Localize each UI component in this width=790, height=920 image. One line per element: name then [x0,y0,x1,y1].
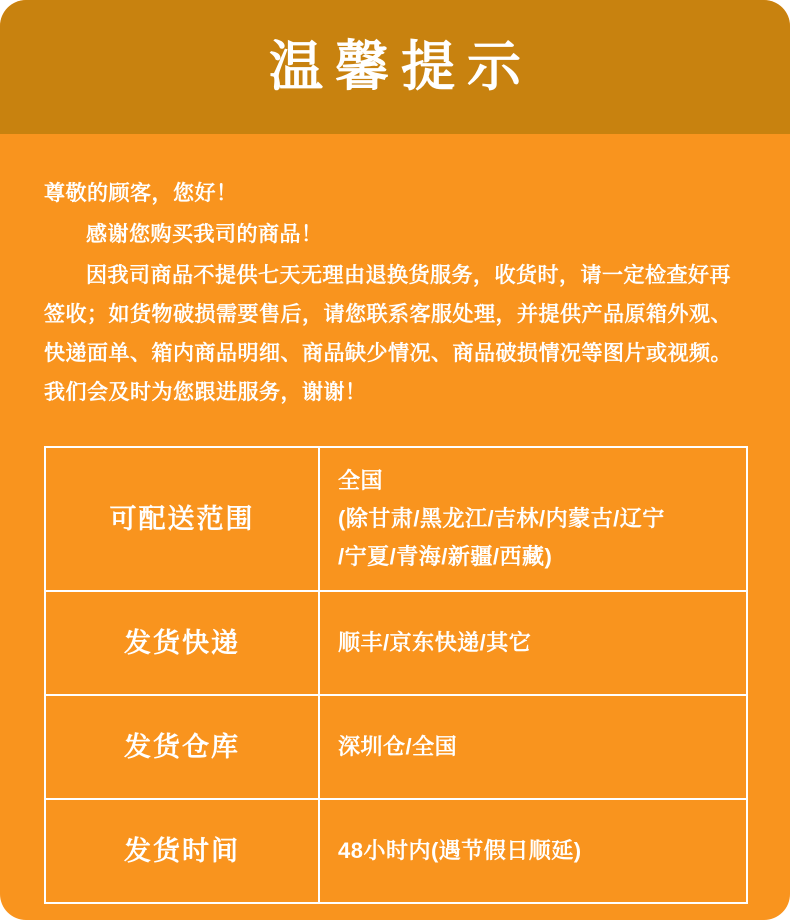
table-row-value [319,799,747,903]
table-row-label: 发货时间 [45,799,319,903]
value-line: 深圳仓/全国 [338,734,458,759]
shipping-info-table [44,446,748,904]
table-row [45,695,747,799]
notice-header [0,0,790,134]
value-line: 顺丰/京东快递/其它 [338,630,532,655]
value-line: /宁夏/青海/新疆/西藏) [338,544,553,569]
value-line: 全国 [338,468,384,493]
table-row-value [319,591,747,695]
table-row-label: 发货快递 [45,591,319,695]
page-title: 温馨提示 [269,37,533,97]
table-row [45,799,747,903]
table-row-label: 发货仓库 [45,695,319,799]
notice-body [0,134,790,904]
value-line: 48小时内(遇节假日顺延) [338,838,582,863]
table-row-value [319,695,747,799]
table-row [45,447,747,591]
thanks-text: 感谢您购买我司的商品！ [86,223,323,246]
table-row-label: 可配送范围 [45,447,319,591]
value-line: (除甘肃/黑龙江/吉林/内蒙古/辽宁 [338,506,665,531]
policy-text: 因我司商品不提供七天无理由退换货服务，收货时，请一定检查好再签收；如货物破损需要售后，请您联系客服处理，并提供产品原箱外观、快递面单、箱内商品明细、商品缺少情况、商品破损情况等图片或视频。我们会及时为您跟进服务，谢谢！ [44,264,732,404]
greeting-text: 尊敬的顾客，您好！ [44,182,238,205]
table-row [45,591,747,695]
table-row-value [319,447,747,591]
